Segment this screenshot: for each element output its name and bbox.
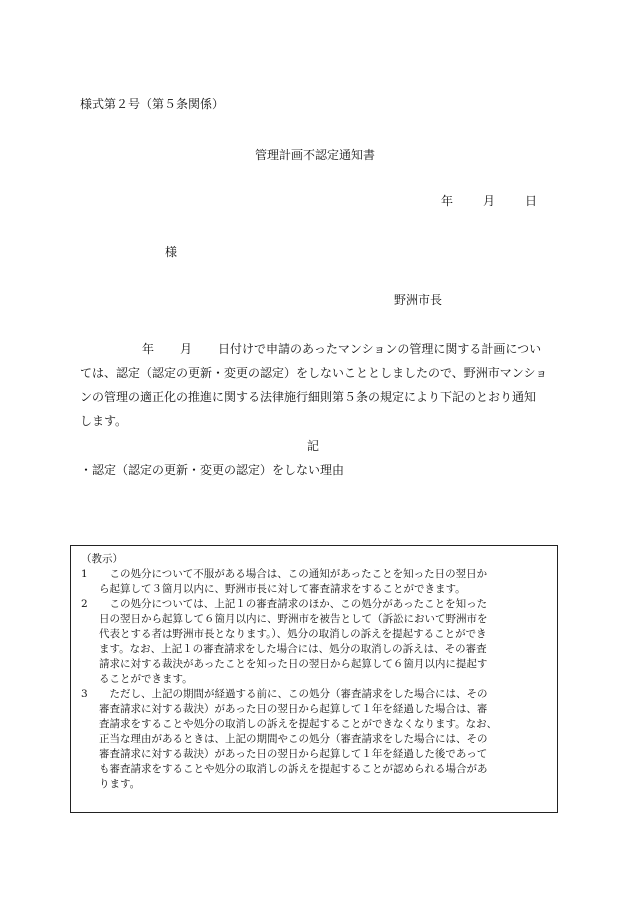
issuer-name: 野洲市長 (394, 293, 443, 307)
notice-line: も審査請求をすることや処分の取消しの訴えを提起することが認められる場合があ (99, 763, 488, 775)
notice-line: 審査請求に対する裁決）があった日の翌日から起算して１年を経過した場合は、審 (99, 703, 488, 715)
notice-item-number: 1 (81, 568, 88, 580)
notice-item-3 (81, 687, 549, 792)
body-paragraph (80, 337, 550, 433)
notice-line: この処分については、上記１の審査請求のほか、この処分があったことを知った (109, 598, 488, 610)
body-year-label: 年 (142, 342, 155, 356)
body-line-1-text: 日付けで申請のあったマンションの管理に関する計画につい (218, 342, 542, 356)
document-title: 管理計画不認定通知書 (254, 148, 375, 162)
notice-line: ただし、上記の期間が経過する前に、この処分（審査請求をした場合には、その (109, 688, 488, 700)
notice-line: ます。なお、上記１の審査請求をした場合には、処分の取消しの訴えは、その審査 (99, 643, 487, 655)
notice-line: 日の翌日から起算して６箇月以内に、野洲市を被告として（訴訟において野洲市を (99, 613, 488, 625)
reason-label: ・認定（認定の更新・変更の認定）をしない理由 (80, 463, 345, 477)
notice-line: ら起算して３箇月以内に、野洲市長に対して審査請求をすることができます。 (99, 583, 466, 595)
addressee-suffix: 様 (165, 245, 178, 259)
body-month-label: 月 (180, 342, 193, 356)
notice-line: 代表とする者は野洲市長となります。）、処分の取消しの訴えを提起することができ (99, 628, 487, 640)
notice-line: ります。 (99, 778, 141, 790)
notice-item-1 (81, 567, 549, 597)
notice-item-2 (81, 597, 549, 687)
date-year-label: 年 (441, 194, 454, 208)
notice-line: 正当な理由があるときは、上記の期間やこの処分（審査請求をした場合には、その (99, 733, 488, 745)
body-line-4: します。 (80, 414, 128, 428)
appeal-notice-box (70, 545, 558, 813)
notice-item-number: 3 (81, 688, 88, 700)
notice-line: この処分について不服がある場合は、この通知があったことを知った日の翌日か (109, 568, 488, 580)
body-line-2: ては、認定（認定の更新・変更の認定）をしないこととしましたので、野洲市マンショ (80, 366, 548, 380)
date-day-label: 日 (525, 194, 538, 208)
notice-line: 審査請求に対する裁決）があった日の翌日から起算して１年を経過した後であって (99, 748, 488, 760)
date-month-label: 月 (483, 194, 496, 208)
ki-heading: 記 (307, 439, 320, 453)
notice-line: ることができます。 (99, 673, 193, 685)
notice-item-number: 2 (81, 598, 88, 610)
notice-line: 請求に対する裁決があったことを知った日の翌日から起算して６箇月以内に提起す (99, 658, 488, 670)
notice-heading: （教示） (81, 553, 123, 565)
body-line-3: ンの管理の適正化の推進に関する法律施行細則第５条の規定により下記のとおり通知 (80, 390, 537, 404)
body-line-1 (80, 337, 550, 361)
date-line (441, 192, 537, 209)
form-number: 様式第２号（第５条関係） (80, 97, 225, 111)
notice-line: 査請求をすることや処分の取消しの訴えを提起することができなくなります。なお、 (99, 718, 498, 730)
